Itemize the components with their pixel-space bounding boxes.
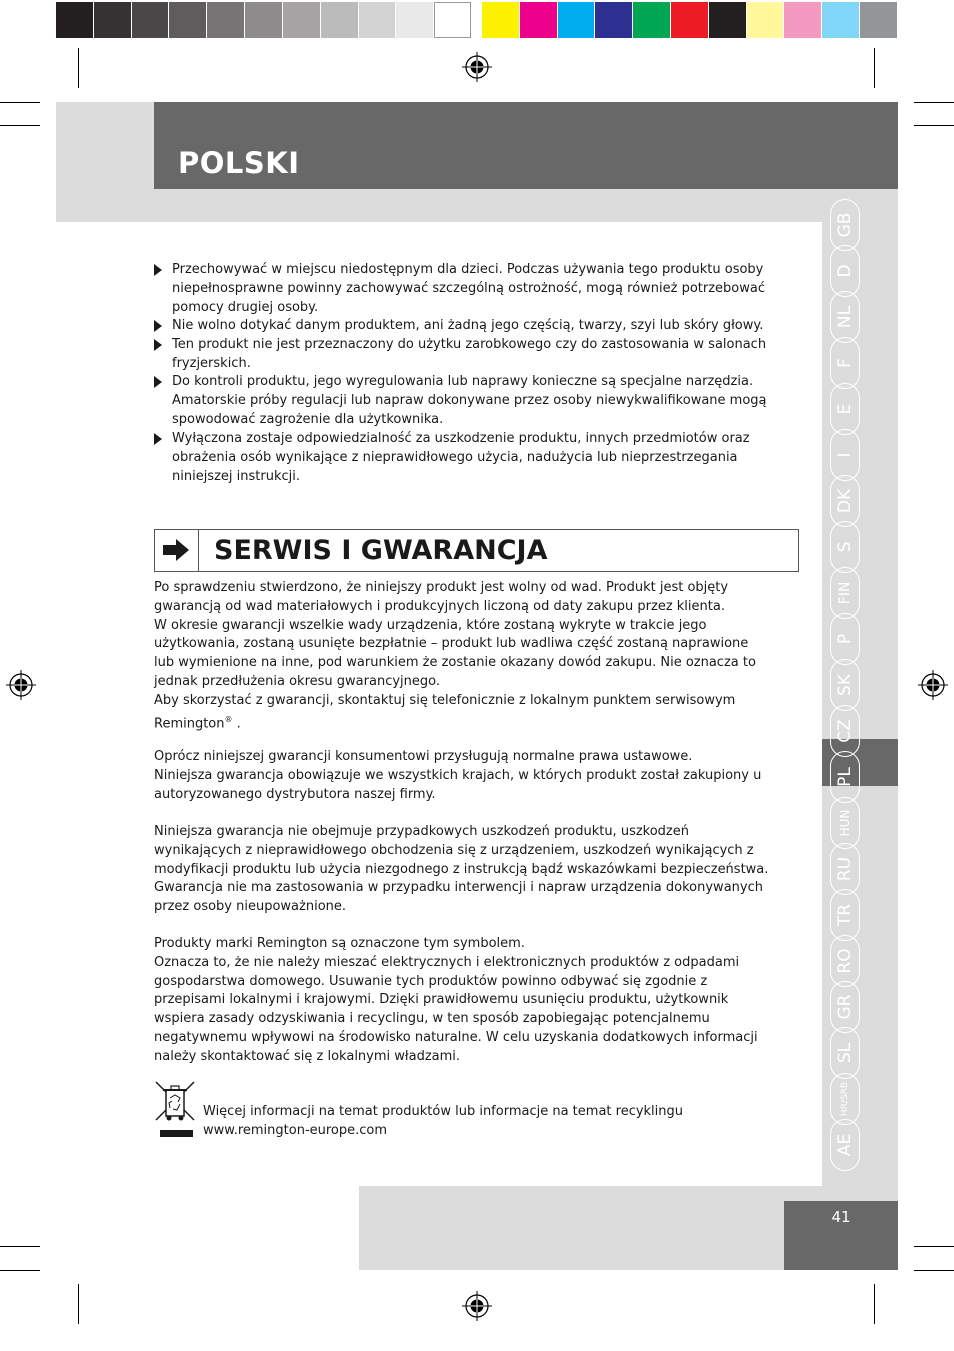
language-tab-label: NL (835, 305, 855, 329)
gray-swatch (56, 2, 93, 38)
brand-name: Remington (154, 715, 225, 731)
gray-swatch (207, 2, 244, 38)
bullet-item (154, 336, 799, 374)
gray-swatch (132, 2, 169, 38)
language-tab-label: E (835, 403, 855, 415)
color-swatch (633, 2, 670, 38)
text-line: Niniejsza gwarancja obowiązuje we wszystkich krajach, w których produkt został zakupiony u (154, 767, 762, 783)
language-tab-nl[interactable] (830, 291, 860, 343)
warranty-paragraph-2 (154, 748, 804, 804)
gray-swatch (434, 2, 471, 38)
language-tab-label: F (835, 358, 855, 368)
language-tab-f[interactable] (830, 337, 860, 389)
language-tab-label: SK (835, 674, 855, 696)
language-tab-dk[interactable] (830, 475, 860, 527)
bullet-triangle-icon (154, 320, 162, 332)
language-tab-label: FIN (837, 581, 853, 605)
recycling-paragraph (154, 935, 804, 1067)
text-line: gwarancją od wad materiałowych i produkcyjnych liczoną od daty zakupu przez klienta. (154, 598, 725, 614)
registered-mark: ® (224, 714, 233, 724)
language-tab-label: AE (835, 1133, 855, 1157)
language-tab-hun[interactable] (830, 797, 860, 849)
language-tab-label: TR (835, 903, 855, 927)
text-line: W okresie gwarancji wszelkie wady urządzenia, które zostaną wykryte w trakcie jego (154, 617, 707, 633)
registration-mark-icon (462, 52, 492, 82)
language-tab-e[interactable] (830, 383, 860, 435)
recycling-info-text: Więcej informacji na temat produktów lub informacje na temat recyklingu (203, 1104, 684, 1119)
website-link[interactable]: www.remington-europe.com (203, 1122, 388, 1138)
registration-mark-icon (918, 670, 948, 700)
language-tab-fin[interactable] (830, 567, 860, 619)
gray-swatch (94, 2, 131, 38)
color-swatch (747, 2, 784, 38)
color-swatch (860, 2, 897, 38)
page-title: POLSKI (178, 146, 300, 180)
text-line: należy skontaktować się z lokalnymi władzami. (154, 1048, 461, 1064)
language-tab-gb[interactable] (830, 199, 860, 251)
text-line: modyfikacji produktu lub użycia niezgodnego z instrukcją bądź wskazówkami bezpieczeństwa. (154, 861, 769, 877)
section-title: SERWIS I GWARANCJA (214, 535, 548, 566)
text-line: jednak przedłużenia okresu gwarancyjnego. (154, 673, 440, 689)
language-tab-label: PL (835, 767, 855, 787)
language-tab-label: GB (835, 212, 855, 238)
gray-swatch (321, 2, 358, 38)
bullet-item (154, 373, 799, 429)
bullet-triangle-icon (154, 433, 162, 445)
text-line: przepisami lokalnymi i krajowymi. Dzięki prawidłowemu usunięciu produktu, użytkownik (154, 992, 729, 1008)
text-line: Niniejsza gwarancja nie obejmuje przypadkowych uszkodzeń produktu, uszkodzeń (154, 824, 689, 839)
color-swatch (784, 2, 821, 38)
color-swatch (520, 2, 557, 38)
bullet-triangle-icon (154, 339, 162, 351)
warranty-paragraph-1 (154, 579, 804, 734)
language-tab-cz[interactable] (830, 705, 860, 757)
gray-swatch (245, 2, 282, 38)
text-line: Po sprawdzeniu stwierdzono, że niniejszy produkt jest wolny od wad. Produkt jest objęty (154, 580, 729, 595)
language-tab-i[interactable] (830, 429, 860, 481)
text-line: negatywnemu wpływowi na środowisko naturalne. W celu uzyskania dodatkowych informacji (154, 1029, 758, 1045)
language-tab-sk[interactable] (830, 659, 860, 711)
text-line: Produkty marki Remington są oznaczone tym symbolem. (154, 936, 525, 951)
color-swatch (709, 2, 746, 38)
language-tab-label: RU (835, 856, 855, 882)
color-swatch (482, 2, 519, 38)
registration-mark-icon (462, 1291, 492, 1321)
language-tab-label: D (835, 264, 855, 278)
language-tab-ro[interactable] (830, 935, 860, 987)
text-line: wynikających z nieprawidłowego obchodzenia się z urządzeniem, uszkodzeń wynikających z (154, 842, 754, 858)
language-tab-label: CZ (835, 719, 855, 743)
sentence-end: . (232, 715, 241, 731)
text-line: Oznacza to, że nie należy mieszać elektrycznych i elektronicznych produktów z odpadami (154, 954, 740, 970)
text-line: gospodarstwa domowego. Usuwanie tych produktów powinno odbywać się zgodnie z (154, 973, 708, 989)
language-tab-ru[interactable] (830, 843, 860, 895)
bullet-triangle-icon (154, 376, 162, 388)
language-tab-hr-srb[interactable] (830, 1073, 860, 1125)
section-arrow-cell (154, 529, 199, 572)
bullet-text: Ten produkt nie jest przeznaczony do użytku zarobkowego czy do zastosowania w salonach fryzjerskich. (172, 337, 767, 371)
color-swatch (671, 2, 708, 38)
bullet-text: Wyłączona zostaje odpowiedzialność za uszkodzenie produktu, innych przedmiotów oraz obrażenia osób wynikające z nieprawidłowego użycia, nadużycia lub nieprzestrzegania niniejszej instrukcji. (172, 431, 750, 484)
warranty-paragraph-3 (154, 823, 804, 917)
printer-color-bar (56, 0, 898, 40)
language-tab-label: DK (835, 488, 855, 514)
bullet-text: Do kontroli produktu, jego wyregulowania lub naprawy konieczne są specjalne narzędzia. Amatorskie próby regulacji lub napraw dokonywane przez osoby niewykwalifikowane mogą spowodować zagrożenie dla użytkownika. (172, 374, 767, 427)
language-tab-label: HR/SRB (840, 1081, 850, 1117)
text-line: autoryzowanego dystrybutora naszej firmy. (154, 786, 436, 802)
gray-swatch (283, 2, 320, 38)
language-tab-gr[interactable] (830, 981, 860, 1033)
page-number: 41 (831, 1208, 851, 1226)
bullet-triangle-icon (154, 264, 162, 276)
language-tab-label: S (835, 541, 855, 553)
text-line: Gwarancja nie ma zastosowania w przypadku interwencji i napraw urządzenia dokonywanych (154, 880, 763, 896)
bullet-item (154, 430, 799, 486)
text-line: lub wymienione na inne, pod warunkiem że zostanie okazany dowód zakupu. Nie oznacza to (154, 655, 756, 671)
bullet-item (154, 317, 799, 336)
recycling-info (203, 1103, 803, 1141)
bullet-item (154, 261, 799, 317)
language-tab-label: RO (835, 948, 855, 974)
bullet-text: Przechowywać w miejscu niedostępnym dla dzieci. Podczas używania tego produktu osoby niepełnosprawne powinny zachowywać szczególną ostrożność, mogą również potrzebować pomocy drugiej osoby. (172, 262, 766, 315)
weee-crossed-bin-icon (154, 1080, 198, 1142)
language-tab-tr[interactable] (830, 889, 860, 941)
language-tab-p[interactable] (830, 613, 860, 665)
registration-mark-icon (6, 670, 36, 700)
language-tab-label: I (835, 452, 855, 458)
text-line: Aby skorzystać z gwarancji, skontaktuj się telefonicznie z lokalnym punktem serwisowym (154, 692, 736, 708)
bullet-text: Nie wolno dotykać danym produktem, ani żadną jego częścią, twarzy, szyi lub skóry głowy. (172, 318, 764, 333)
language-tab-label: P (835, 633, 855, 645)
color-swatch (558, 2, 595, 38)
text-line: Oprócz niniejszej gwarancji konsumentowi przysługują normalne prawa ustawowe. (154, 749, 693, 764)
language-tab-d[interactable] (830, 245, 860, 297)
color-swatch (822, 2, 859, 38)
gray-swatch (359, 2, 396, 38)
color-swatch (595, 2, 632, 38)
language-tab-label: GR (835, 994, 855, 1020)
text-line: przez osoby nieupoważnione. (154, 899, 347, 915)
text-line: wspiera zasady odzyskiwania i recyclingu, w ten sposób zapobiegając potencjalnemu (154, 1011, 710, 1027)
language-tab-label: HUN (838, 809, 852, 837)
language-tab-pl[interactable] (830, 751, 860, 803)
language-tab-ae[interactable] (830, 1119, 860, 1171)
gray-swatch (169, 2, 206, 38)
language-tab-label: SL (835, 1042, 855, 1064)
language-tab-s[interactable] (830, 521, 860, 573)
language-tab-sl[interactable] (830, 1027, 860, 1079)
gray-swatch (396, 2, 433, 38)
arrow-right-icon (163, 539, 189, 561)
text-line: użytkowania, zostaną usunięte bezpłatnie – produkt lub wadliwa część zostaną naprawione (154, 636, 749, 652)
